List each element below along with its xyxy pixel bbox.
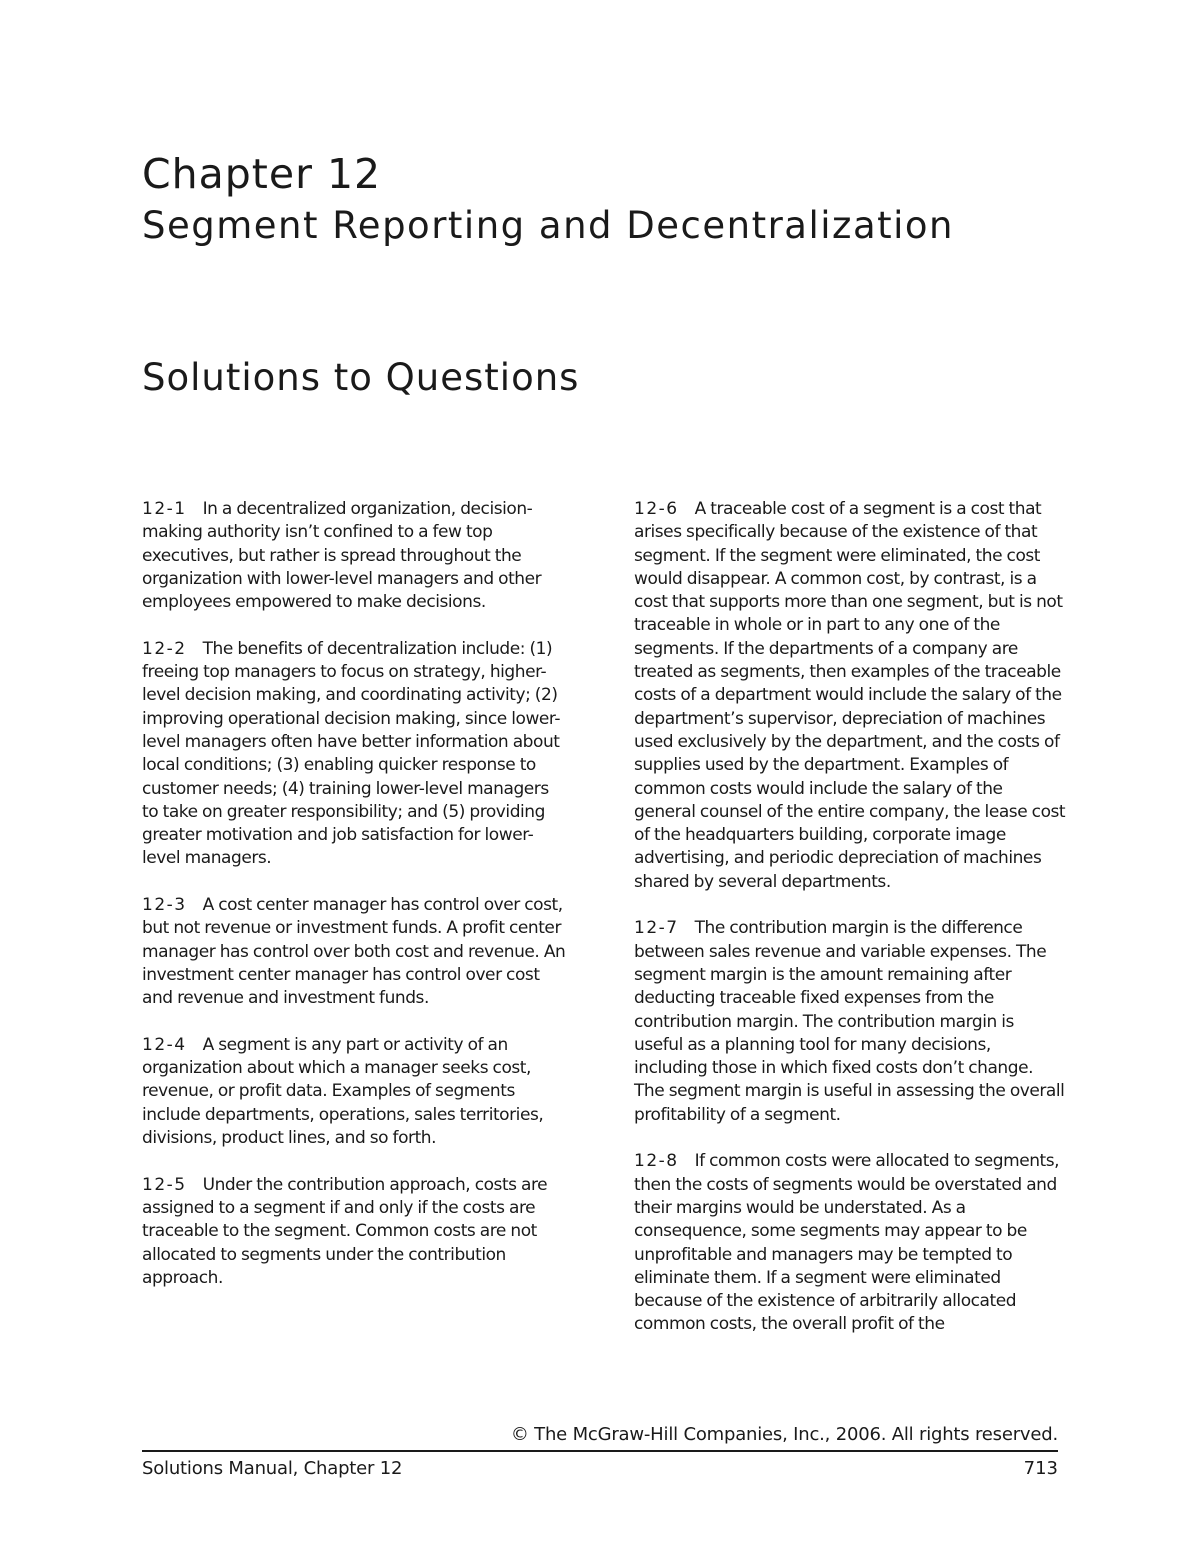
footer-manual-title: Solutions Manual, Chapter 12 bbox=[142, 1458, 403, 1479]
answer-text: A traceable cost of a segment is a cost that arises specifically because of the existence of that segment. If the segment were eliminated, the cost would disappear. A common cost, by contrast, is a cost that supports more than one segment, but is not traceable in whole or in part to any one of the segments. If the departments of a company are treated as segments, then examples of the traceable costs of a department would include the salary of the department’s supervisor, depreciation of machines used exclusively by the department, and the costs of supplies used by the department. Examples of common costs would include the salary of the general counsel of the entire company, the lease cost of the headquarters building, corporate image advertising, and periodic depreciation of machines shared by several departments. bbox=[634, 499, 1066, 892]
answer-12-6 bbox=[634, 498, 1066, 894]
answer-12-4 bbox=[142, 1034, 568, 1150]
answer-12-5 bbox=[142, 1174, 568, 1290]
question-number: 12-3 bbox=[142, 895, 187, 916]
answer-text: If common costs were allocated to segments, then the costs of segments would be overstated and their margins would be understated. As a consequence, some segments may appear to be unprofitable and managers may be tempted to eliminate them. If a segment were eliminated because of the existence of arbitrarily allocated common costs, the overall profit of the bbox=[634, 1151, 1060, 1335]
question-number: 12-2 bbox=[142, 638, 187, 659]
left-column bbox=[142, 498, 568, 1313]
answer-12-7 bbox=[634, 917, 1066, 1127]
answer-text: The benefits of decentralization include: (1) freeing top managers to focus on strategy, higher-level decision making, and coordinating activity; (2) improving operational decision making, since lower-level managers often have better information about local conditions; (3) enabling quicker response to customer needs; (4) training lower-level managers to take on greater responsibility; and (5) providing greater motivation and job satisfaction for lower-level managers. bbox=[142, 638, 561, 869]
right-column bbox=[634, 498, 1066, 1360]
question-number: 12-5 bbox=[142, 1174, 187, 1195]
footer-divider bbox=[142, 1450, 1058, 1452]
question-number: 12-1 bbox=[142, 499, 187, 519]
question-number: 12-4 bbox=[142, 1034, 187, 1055]
copyright-notice: © The McGraw-Hill Companies, Inc., 2006. All rights reserved. bbox=[510, 1424, 1058, 1445]
answer-text: A cost center manager has control over cost, but not revenue or investment funds. A profit center manager has control over both cost and revenue. An investment center manager has control over cost and revenue and investment funds. bbox=[142, 895, 566, 1009]
chapter-subtitle: Segment Reporting and Decentralization bbox=[142, 204, 954, 247]
answer-12-3 bbox=[142, 894, 568, 1010]
chapter-title: Chapter 12 bbox=[142, 150, 382, 198]
answer-text: The contribution margin is the difference between sales revenue and variable expenses. The segment margin is the amount remaining after deducting traceable fixed expenses from the contribution margin. The contribution margin is useful as a planning tool for many decisions, including those in which fixed costs don’t change. The segment margin is useful in assessing the overall profitability of a segment. bbox=[634, 918, 1065, 1125]
question-number: 12-7 bbox=[634, 918, 679, 939]
answer-text: Under the contribution approach, costs are assigned to a segment if and only if the costs are traceable to the segment. Common costs are not allocated to segments under the contribution approach. bbox=[142, 1174, 548, 1288]
answer-text: A segment is any part or activity of an organization about which a manager seeks cost, revenue, or profit data. Examples of segments include departments, operations, sales territories, divisions, product lines, and so forth. bbox=[142, 1034, 544, 1149]
answer-12-1 bbox=[142, 498, 568, 614]
question-number: 12-6 bbox=[634, 499, 679, 519]
answer-12-8 bbox=[634, 1150, 1066, 1336]
answer-12-2 bbox=[142, 638, 568, 871]
page-number: 713 bbox=[1023, 1458, 1058, 1479]
answer-text: In a decentralized organization, decision-making authority isn’t confined to a few top executives, but rather is spread throughout the organization with lower-level managers and other employees empowered to make decisions. bbox=[142, 499, 542, 613]
section-title: Solutions to Questions bbox=[142, 356, 580, 399]
question-number: 12-8 bbox=[634, 1151, 679, 1172]
